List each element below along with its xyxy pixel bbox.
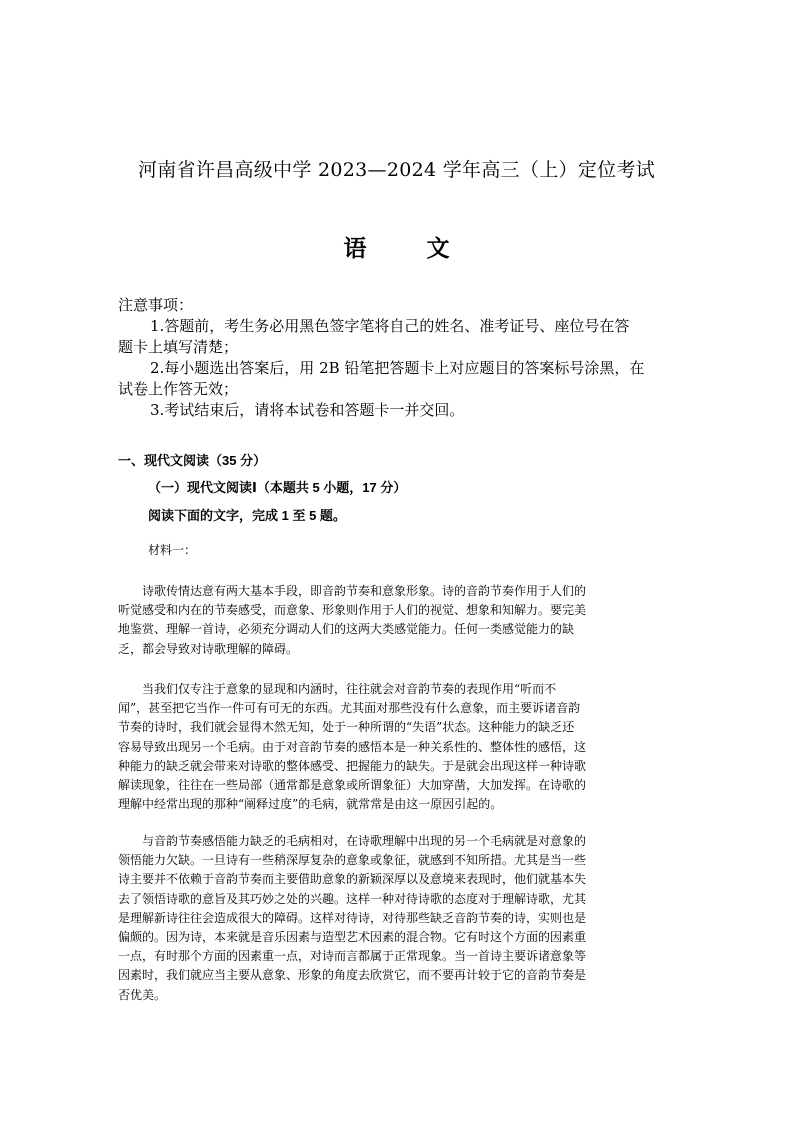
paragraph-2 xyxy=(118,680,671,814)
paragraph-line: 否优美。 xyxy=(118,987,167,1002)
section-heading: 一、现代文阅读（35 分） xyxy=(118,453,267,468)
paragraph-line: 闻”，甚至把它当作一件可有可无的东西。尤其面对那些没有什么意象，而主要诉诸音韵 xyxy=(118,701,581,716)
paragraph-line: 去了领悟诗歌的意旨及其巧妙之处的兴趣。这样一种对待诗歌的态度对于理解诗歌，尤其 xyxy=(118,891,587,906)
paragraph-line: 容易导致出现另一个毛病。由于对音韵节奏的感悟本是一种关系性的、整体性的感悟，这 xyxy=(118,739,587,754)
subject-title xyxy=(0,230,793,263)
exam-title: 河南省许昌高级中学 2023—2024 学年高三（上）定位考试 xyxy=(137,159,656,181)
paragraph-line: 地鉴赏、理解一首诗，必须充分调动人们的这两大类感觉能力。任何一类感觉能力的缺 xyxy=(118,622,575,637)
paragraph-line: 因素时，我们就应当主要从意象、形象的角度去欣赏它，而不要再计较于它的音韵节奏是 xyxy=(118,968,587,983)
paragraph-line: 一点，有时那个方面的因素重一点，对诗而言都属于正常现象。当一首诗主要诉诸意象等 xyxy=(118,949,587,964)
subject-char: 文 xyxy=(426,235,450,261)
paragraph-line: 理解中经常出现的那种“阐释过度”的毛病，就常常是由这一原因引起的。 xyxy=(118,797,503,812)
notes-item-1-line-2: 题卡上填写清楚； xyxy=(118,338,239,356)
notes-item-2-line-2: 试卷上作答无效； xyxy=(118,380,239,398)
subject-char: 语 xyxy=(343,235,367,261)
subsection-heading: （一）现代文阅读Ⅰ（本题共 5 小题，17 分） xyxy=(148,480,407,495)
paragraph-line: 节奏的诗时，我们就会显得木然无知，处于一种所谓的“失语”状态。这种能力的缺乏还 xyxy=(118,720,575,735)
paragraph-line: 与音韵节奏感悟能力缺乏的毛病相对，在诗歌理解中出现的另一个毛病就是对意象的 xyxy=(118,834,587,848)
paragraph-3 xyxy=(118,832,671,1005)
paragraph-line: 诗歌传情达意有两大基本手段，即音韵节奏和意象形象。诗的音韵节奏作用于人们的 xyxy=(118,584,587,598)
paragraph-line: 种能力的缺乏就会带来对诗歌的整体感受、把握能力的缺失。于是就会出现这样一种诗歌 xyxy=(118,758,587,773)
notes-item-2-line-1: 2.每小题选出答案后，用 2B 铅笔把答题卡上对应题目的答案标号涂黑，在 xyxy=(150,359,645,377)
paragraph-line: 偏颇的。因为诗，本来就是音乐因素与造型艺术因素的混合物。它有时这个方面的因素重 xyxy=(118,930,587,945)
paragraph-line: 解读现象，往往在一些局部（通常都是意象或所谓象征）大加穿凿，大加发挥。在诗歌的 xyxy=(118,778,587,793)
paragraph-line: 领悟能力欠缺。一旦诗有一些稍深厚复杂的意象或象征，就感到不知所措。尤其是当一些 xyxy=(118,853,587,868)
paragraph-line: 当我们仅专注于意象的显现和内涵时，往往就会对音韵节奏的表现作用“听而不 xyxy=(118,682,557,696)
notes-item-1-line-1: 1.答题前，考生务必用黑色签字笔将自己的姓名、准考证号、座位号在答 xyxy=(150,317,630,335)
paragraph-line: 诗主要并不依赖于音韵节奏而主要借助意象的新颖深厚以及意境来表现时，他们就基本失 xyxy=(118,872,587,887)
paragraph-line: 乏，都会导致对诗歌理解的障碍。 xyxy=(118,641,299,656)
reading-instruction: 阅读下面的文字，完成 1 至 5 题。 xyxy=(148,508,346,523)
paragraph-line: 听觉感受和内在的节奏感受，而意象、形象则作用于人们的视觉、想象和知解力。要完美 xyxy=(118,603,587,618)
notes-block xyxy=(118,295,678,421)
paragraph-line: 是理解新诗往往会造成很大的障碍。这样对待诗，对待那些缺乏音韵节奏的诗，实则也是 xyxy=(118,910,587,925)
notes-heading: 注意事项： xyxy=(118,296,194,314)
material-label: 材料一： xyxy=(148,543,197,557)
paragraph-1 xyxy=(118,582,671,659)
notes-item-3: 3.考试结束后，请将本试卷和答题卡一并交回。 xyxy=(150,401,465,419)
